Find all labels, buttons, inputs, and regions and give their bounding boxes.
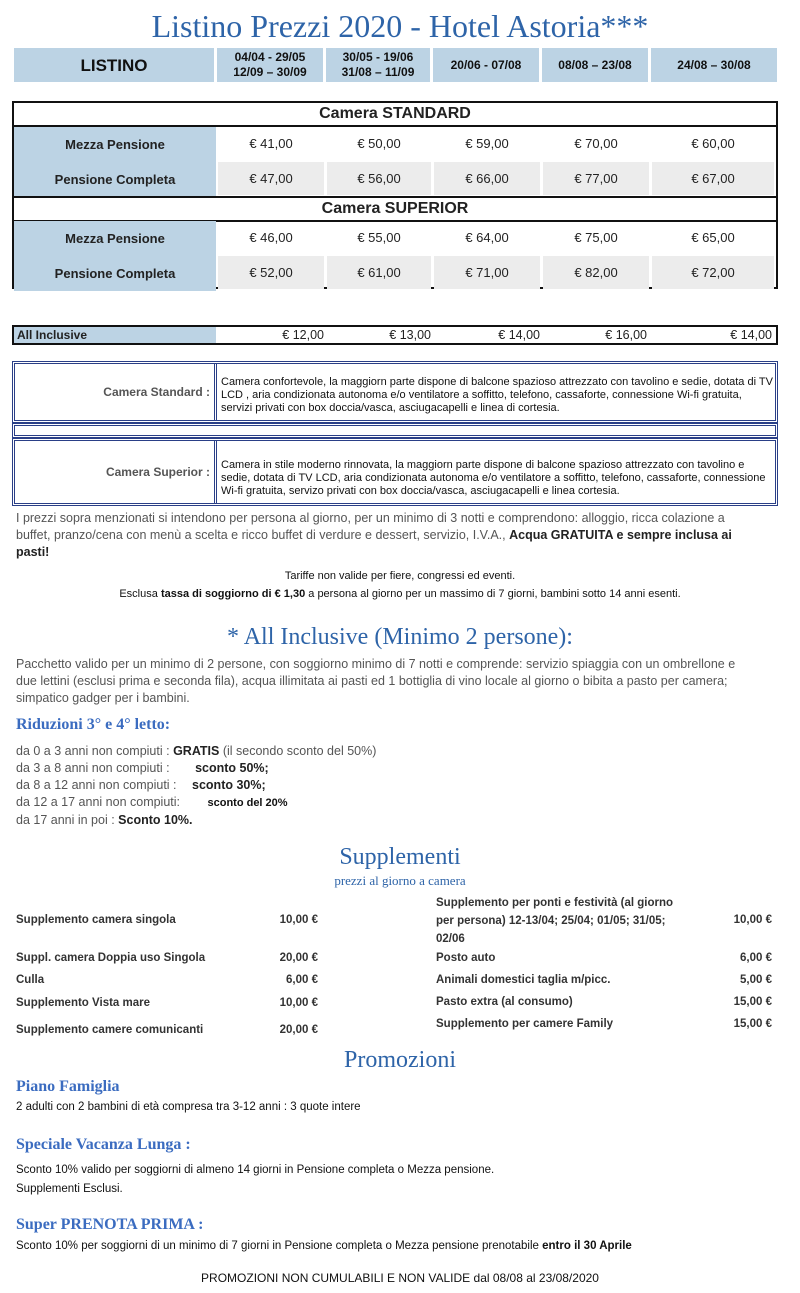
vacanza-lunga-text: Sconto 10% valido per soggiorni di almeno 14 giorni in Pensione completa o Mezza pensione. bbox=[16, 1164, 495, 1176]
supplement-value: 20,00 € bbox=[279, 1024, 318, 1036]
tariffe-note: Tariffe non valide per fiere, congressi ed eventi. bbox=[284, 570, 516, 582]
period-header-2: 30/05 - 19/06 31/08 – 11/09 bbox=[326, 48, 430, 82]
price-cell: € 47,00 bbox=[218, 162, 324, 195]
riduzioni-title: Riduzioni 3° e 4° letto: bbox=[16, 716, 171, 733]
supplement-label: Posto auto bbox=[436, 952, 496, 964]
piano-famiglia-title: Piano Famiglia bbox=[16, 1078, 120, 1095]
period-header-5: 24/08 – 30/08 bbox=[651, 48, 777, 82]
period-header-1: 04/04 - 29/05 12/09 – 30/09 bbox=[217, 48, 323, 82]
description-standard bbox=[12, 361, 778, 423]
price-cell: € 55,00 bbox=[357, 230, 401, 245]
piano-famiglia-text: 2 adulti con 2 bambini di età compresa tra 3-12 anni : 3 quote intere bbox=[16, 1101, 361, 1113]
row-label: Pensione Completa bbox=[14, 162, 216, 197]
supplement-label: Supplemento Vista mare bbox=[16, 997, 150, 1009]
price-table bbox=[12, 101, 778, 289]
supplementi-subtitle: prezzi al giorno a camera bbox=[334, 873, 466, 888]
all-inclusive-title: * All Inclusive (Minimo 2 persone): bbox=[227, 624, 573, 650]
supplement-value: 10,00 € bbox=[279, 914, 318, 926]
list-item: da 17 anni in poi : Sconto 10%. bbox=[16, 813, 193, 827]
price-cell: € 56,00 bbox=[327, 162, 431, 195]
riduzioni-list bbox=[16, 743, 616, 829]
supplement-label: Suppl. camera Doppia uso Singola bbox=[16, 952, 206, 964]
supplement-value: 15,00 € bbox=[733, 1018, 772, 1030]
list-item: da 12 a 17 anni non compiuti: sconto del 20% bbox=[16, 795, 288, 809]
page-title: Listino Prezzi 2020 - Hotel Astoria*** bbox=[151, 8, 649, 44]
description-superior bbox=[12, 438, 778, 506]
supplement-label: Pasto extra (al consumo) bbox=[436, 996, 573, 1008]
period-header-3: 20/06 - 07/08 bbox=[433, 48, 539, 82]
all-inclusive-text: Pacchetto valido per un minimo di 2 persone, con soggiorno minimo di 7 notti e comprende: servizio spiaggia con un ombrellone e due lettini (esclusi prima e seconda fila), acqua illimitata ai pasti ed 1 bottiglia di vino locale al giorno o bibita a pasto per camera; simpatico gadger per i bambini. bbox=[16, 657, 736, 705]
all-inclusive-label: All Inclusive bbox=[14, 327, 216, 343]
price-cell: € 12,00 bbox=[282, 328, 324, 342]
supplement-value: 6,00 € bbox=[286, 974, 318, 986]
section-standard-title: Camera STANDARD bbox=[14, 103, 776, 127]
price-cell: € 52,00 bbox=[218, 256, 324, 289]
promozioni-footer: PROMOZIONI NON CUMULABILI E NON VALIDE dal 08/08 al 23/08/2020 bbox=[201, 1271, 599, 1285]
price-cell: € 70,00 bbox=[574, 136, 618, 151]
supplement-value: 20,00 € bbox=[279, 952, 318, 964]
price-cell: € 67,00 bbox=[652, 162, 774, 195]
description-label: Camera Standard : bbox=[15, 364, 217, 420]
price-cell: € 71,00 bbox=[434, 256, 540, 289]
prenota-prima-text: Sconto 10% per soggiorni di un minimo di 7 giorni in Pensione completa o Mezza pensione prenotabile entro il 30 Aprile bbox=[16, 1240, 632, 1252]
description-label: Camera Superior : bbox=[15, 441, 217, 503]
description-text: Camera confortevole, la maggiorn parte dispone di balcone spazioso attrezzato con tavolino e sedie, dotata di TV LCD , aria condizionata autonoma e/o ventilatore a soffitto, telefono, cassaforte, connessione Wi-fi gratuita, servizi privati con box doccia/vasca, asciugacapelli e linea di cortesia. bbox=[221, 376, 773, 414]
price-cell: € 61,00 bbox=[327, 256, 431, 289]
price-cell: € 65,00 bbox=[691, 230, 735, 245]
list-item: da 0 a 3 anni non compiuti : GRATIS (il secondo sconto del 50%) bbox=[16, 744, 377, 758]
vacanza-lunga-title: Speciale Vacanza Lunga : bbox=[16, 1136, 191, 1153]
supplement-label: Animali domestici taglia m/picc. bbox=[436, 974, 611, 986]
supplement-label: Supplemento per ponti e festività (al giorno per persona) 12-13/04; 25/04; 01/05; 31/05; 02/06 bbox=[436, 897, 674, 945]
prenota-prima-title: Super PRENOTA PRIMA : bbox=[16, 1216, 204, 1233]
prices-note: I prezzi sopra menzionati si intendono per persona al giorno, per un minimo di 3 notti e comprendono: alloggio, ricca colazione a buffet, pranzo/cena con menù a scelta e ricco buffet di verdure e dessert, servizio, I.V.A., Acqua GRATUITA e sempre inclusa ai pasti! bbox=[16, 511, 732, 559]
price-cell: € 64,00 bbox=[465, 230, 509, 245]
supplement-value: 6,00 € bbox=[740, 952, 772, 964]
supplement-label: Culla bbox=[16, 974, 45, 986]
list-item: da 8 a 12 anni non compiuti : sconto 30%; bbox=[16, 778, 266, 792]
price-cell: € 50,00 bbox=[357, 136, 401, 151]
section-superior-title: Camera SUPERIOR bbox=[14, 196, 776, 222]
description-spacer bbox=[12, 423, 778, 438]
supplement-label: Supplemento camera singola bbox=[16, 914, 176, 926]
price-cell: € 60,00 bbox=[691, 136, 735, 151]
price-cell: € 46,00 bbox=[249, 230, 293, 245]
price-cell: € 14,00 bbox=[498, 328, 540, 342]
description-text: Camera in stile moderno rinnovata, la maggiorn parte dispone di balcone spazioso attrezzato con tavolino e sedie, dotata di TV LCD, aria condizionata autonoma e/o ventilatore a soffitto, telefono, cassaforte, connessione Wi-fi gratuita, servizo privati con box doccia/vasca, asciugacapelli e linea cortesia. bbox=[221, 459, 766, 497]
row-label: Pensione Completa bbox=[14, 256, 216, 291]
price-cell: € 59,00 bbox=[465, 136, 509, 151]
price-cell: € 14,00 bbox=[730, 328, 772, 342]
price-cell: € 72,00 bbox=[652, 256, 774, 289]
supplementi-title: Supplementi bbox=[339, 844, 461, 870]
price-cell: € 82,00 bbox=[543, 256, 649, 289]
price-cell: € 13,00 bbox=[389, 328, 431, 342]
row-label: Mezza Pensione bbox=[14, 221, 216, 256]
price-cell: € 41,00 bbox=[249, 136, 293, 151]
supplement-value: 10,00 € bbox=[733, 914, 772, 926]
row-label: Mezza Pensione bbox=[14, 127, 216, 162]
price-cell: € 77,00 bbox=[543, 162, 649, 195]
price-cell: € 75,00 bbox=[574, 230, 618, 245]
supplement-label: Supplemento camere comunicanti bbox=[16, 1024, 204, 1036]
listino-header: LISTINO bbox=[14, 48, 214, 82]
price-cell: € 16,00 bbox=[605, 328, 647, 342]
promozioni-title: Promozioni bbox=[344, 1047, 456, 1073]
supplement-value: 15,00 € bbox=[733, 996, 772, 1008]
list-item: da 3 a 8 anni non compiuti : sconto 50%; bbox=[16, 761, 269, 775]
tassa-note: Esclusa tassa di soggiorno di € 1,30 a persona al giorno per un massimo di 7 giorni, bambini sotto 14 anni esenti. bbox=[119, 588, 681, 600]
price-cell: € 66,00 bbox=[434, 162, 540, 195]
all-inclusive-row bbox=[12, 325, 778, 345]
supplement-value: 5,00 € bbox=[740, 974, 772, 986]
supplement-label: Supplemento per camere Family bbox=[436, 1018, 614, 1030]
supplement-value: 10,00 € bbox=[279, 997, 318, 1009]
period-header-4: 08/08 – 23/08 bbox=[542, 48, 648, 82]
vacanza-lunga-text-2: Supplementi Esclusi. bbox=[16, 1183, 123, 1195]
